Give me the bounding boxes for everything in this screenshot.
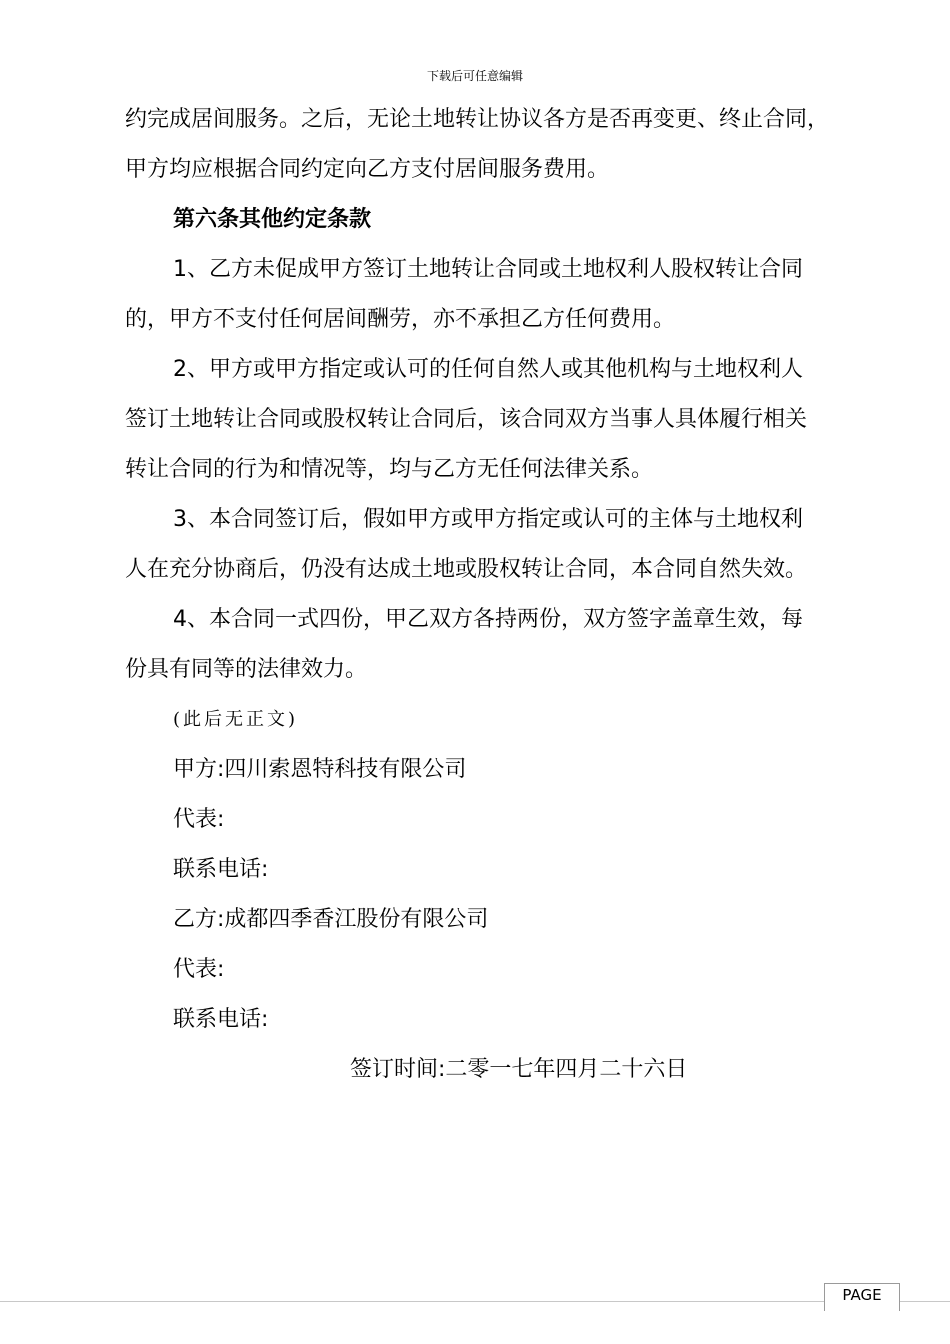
paragraph-line: 转让合同的行为和情况等，均与乙方无任何法律关系。 (125, 457, 654, 482)
paragraph-line: 甲方均应根据合同约定向乙方支付居间服务费用。 (125, 157, 610, 182)
party-a-representative: 代表: (173, 807, 225, 832)
section-heading: 第六条其他约定条款 (173, 207, 372, 232)
paragraph-line: 3、本合同签订后，假如甲方或甲方指定或认可的主体与土地权利 (173, 507, 803, 532)
party-b-phone: 联系电话: (173, 1007, 269, 1032)
paragraph-line: 2、甲方或甲方指定或认可的任何自然人或其他机构与土地权利人 (173, 357, 803, 382)
party-b-name: 乙方:成都四季香江股份有限公司 (173, 907, 489, 932)
page-header: 下载后可任意编辑 (426, 69, 523, 83)
signing-date: 签订时间:二零一七年四月二十六日 (350, 1057, 688, 1082)
paragraph-line: 4、本合同一式四份，甲乙双方各持两份，双方签字盖章生效，每 (173, 607, 803, 632)
party-a-name: 甲方:四川索恩特科技有限公司 (173, 757, 467, 782)
paragraph-line: 约完成居间服务。之后，无论土地转让协议各方是否再变更、终止合同， (125, 107, 830, 132)
paragraph-line: 1、乙方未促成甲方签订土地转让合同或土地权利人股权转让合同 (173, 257, 803, 282)
page-number-field: PAGE (824, 1283, 900, 1311)
paragraph-line: 份具有同等的法律效力。 (125, 657, 368, 682)
party-b-representative: 代表: (173, 957, 225, 982)
paragraph-line: 签订土地转让合同或股权转让合同后，该合同双方当事人具体履行相关 (125, 407, 808, 432)
document-body (125, 95, 885, 1095)
paragraph-line: 人在充分协商后，仍没有达成土地或股权转让合同，本合同自然失效。 (125, 557, 808, 582)
party-a-phone: 联系电话: (173, 857, 269, 882)
footer-divider (0, 1301, 950, 1302)
paragraph-line: 的，甲方不支付任何居间酬劳，亦不承担乙方任何费用。 (125, 307, 676, 332)
no-further-text-note: (此后无正文) (173, 709, 299, 730)
